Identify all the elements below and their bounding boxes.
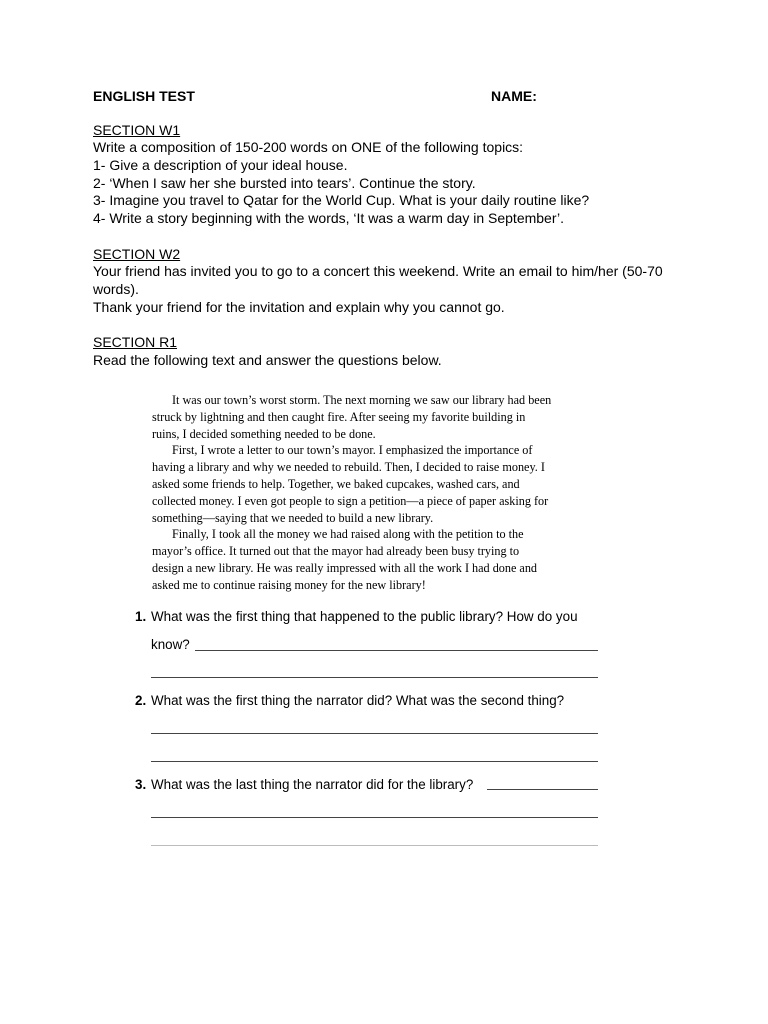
reading-passage: [152, 392, 552, 594]
passage-paragraph: It was our town’s worst storm. The next morning we saw our library had been struck by lightning and then caught fire. After seeing my favorite building in ruins, I decided something needed to be done.: [152, 393, 552, 441]
section-w2-line1: Your friend has invited you to go to a concert this weekend. Write an email to him/her (50-70: [93, 263, 663, 279]
section-w2-line2: words).: [93, 281, 139, 297]
question-3: [135, 777, 473, 793]
question-text: What was the first thing that happened to the public library? How do you: [151, 609, 578, 624]
question-1: [135, 609, 578, 625]
passage-paragraph: First, I wrote a letter to our town’s mayor. I emphasized the importance of having a library and why we needed to rebuild. Then, I decided to raise money. I asked some friends to help. Together, we baked cupcakes, washed cars, and collected money. I even got people to sign a petition—a piece of paper asking for something—saying that we needed to build a new library.: [152, 443, 549, 525]
answer-line[interactable]: [151, 733, 598, 734]
section-w1-title: SECTION W1: [93, 122, 181, 138]
answer-line[interactable]: [151, 817, 598, 818]
name-label: NAME:: [491, 88, 537, 104]
topic-2: 2- ‘When I saw her she bursted into tears’. Continue the story.: [93, 175, 476, 191]
question-1-continuation: know?: [151, 637, 190, 652]
question-text: What was the first thing the narrator did? What was the second thing?: [151, 693, 565, 708]
section-w1-instruction: Write a composition of 150-200 words on ONE of the following topics:: [93, 139, 524, 155]
answer-line[interactable]: [487, 789, 598, 790]
answer-line[interactable]: [151, 761, 598, 762]
topic-3: 3- Imagine you travel to Qatar for the World Cup. What is your daily routine like?: [93, 192, 590, 208]
topic-4: 4- Write a story beginning with the words, ‘It was a warm day in September’.: [93, 210, 565, 226]
question-number: 1.: [135, 609, 147, 624]
answer-line[interactable]: [151, 845, 598, 846]
question-number: 2.: [135, 693, 147, 708]
section-r1-instruction: Read the following text and answer the questions below.: [93, 352, 442, 368]
question-text: What was the last thing the narrator did for the library?: [151, 777, 474, 792]
question-number: 3.: [135, 777, 147, 792]
section-w2-line3: Thank your friend for the invitation and explain why you cannot go.: [93, 299, 505, 315]
passage-paragraph: Finally, I took all the money we had raised along with the petition to the mayor’s office. It turned out that the mayor had already been busy trying to design a new library. He was really impressed with all the work I had done and asked me to continue raising money for the new library!: [152, 527, 538, 592]
topic-1: 1- Give a description of your ideal house.: [93, 157, 348, 173]
answer-line[interactable]: [195, 650, 598, 651]
section-r1-title: SECTION R1: [93, 334, 178, 350]
header-line: [93, 88, 537, 105]
answer-line[interactable]: [151, 677, 598, 678]
question-2: [135, 693, 564, 709]
section-w2-title: SECTION W2: [93, 246, 181, 262]
test-title: ENGLISH TEST: [93, 88, 195, 104]
